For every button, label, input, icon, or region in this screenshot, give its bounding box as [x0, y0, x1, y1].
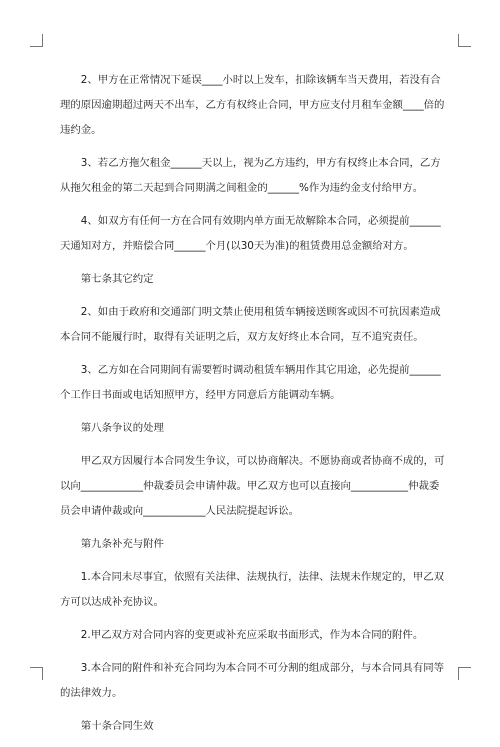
section-heading-9: 第九条补充与附件: [80, 538, 164, 550]
crop-mark-bottom-left: [30, 667, 43, 680]
text-line: 2.甲乙双方对合同内容的变更或补充应采取书面形式，作为本合同的附件。: [80, 629, 424, 641]
crop-mark-top-left: [30, 34, 43, 47]
text-line: 以向____________仲裁委员会申请仲裁。甲乙双方也可以直接向___________仲裁委: [60, 480, 440, 492]
text-line: 甲乙双方因履行本合同发生争议，可以协商解决。不愿协商或者协商不成的，可: [80, 455, 445, 467]
text-line: 本合同不能履行时，取得有关证明之后，双方友好终止本合同，互不追究责任。: [60, 331, 424, 343]
paragraph-4-termination: [60, 209, 445, 259]
paragraph-9-1: [60, 565, 445, 615]
text-line: 员会申请仲裁或向____________人民法院提起诉讼。: [60, 505, 299, 517]
section-heading-7: 第七条其它约定: [80, 273, 154, 285]
text-line: 4、如双方有任何一方在合同有效期内单方面无故解除本合同，必须提前______: [80, 215, 441, 227]
text-line: 天通知对方，并赔偿合同______个月(以30天为准)的租赁费用总金额给对方。: [60, 240, 414, 252]
paragraph-2-delay: [60, 68, 445, 143]
paragraph-9-2: [60, 623, 445, 648]
paragraph-7-3: [60, 358, 445, 408]
text-line: 方可以达成补充协议。: [60, 596, 164, 608]
crop-mark-bottom-right: [458, 667, 471, 680]
section-heading-8: 第八条争议的处理: [80, 422, 164, 434]
text-line: 3.本合同的附件和补充合同均为本合同不可分割的组成部分，与本合同具有同等: [80, 662, 444, 674]
crop-mark-top-right: [458, 34, 471, 47]
paragraph-3-rent-arrears: [60, 151, 445, 201]
section-heading-10: 第十条合同生效: [80, 720, 154, 732]
text-line: 个工作日书面或电话知照甲方，经甲方同意后方能调动车辆。: [60, 389, 341, 401]
text-line: 的法律效力。: [60, 687, 123, 699]
paragraph-8-dispute: [60, 449, 445, 524]
paragraph-9-3: [60, 656, 445, 706]
text-line: 1.本合同未尽事宜，依照有关法律、法规执行，法律、法规未作规定的，甲乙双: [80, 571, 444, 583]
text-line: 理的原因逾期超过两天不出车，乙方有权终止合同，甲方应支付月租车金额____倍的: [60, 99, 445, 111]
text-line: 从拖欠租金的第二天起到合同期满之间租金的______%作为违约金支付给甲方。: [60, 182, 424, 194]
document-body: [60, 68, 445, 747]
text-line: 3、若乙方拖欠租金______天以上，视为乙方违约，甲方有权终止本合同，乙方: [80, 157, 441, 169]
text-line: 违约金。: [60, 124, 102, 136]
paragraph-7-2: [60, 300, 445, 350]
text-line: 2、甲方在正常情况下延误____小时以上发车，扣除该辆车当天费用，若没有合: [80, 74, 441, 86]
text-line: 2、如由于政府和交通部门明文禁止使用租赁车辆接送顾客或因不可抗因素造成: [80, 306, 441, 318]
text-line: 3、乙方如在合同期间有需要暂时调动租赁车辆用作其它用途，必先提前______: [80, 364, 441, 376]
